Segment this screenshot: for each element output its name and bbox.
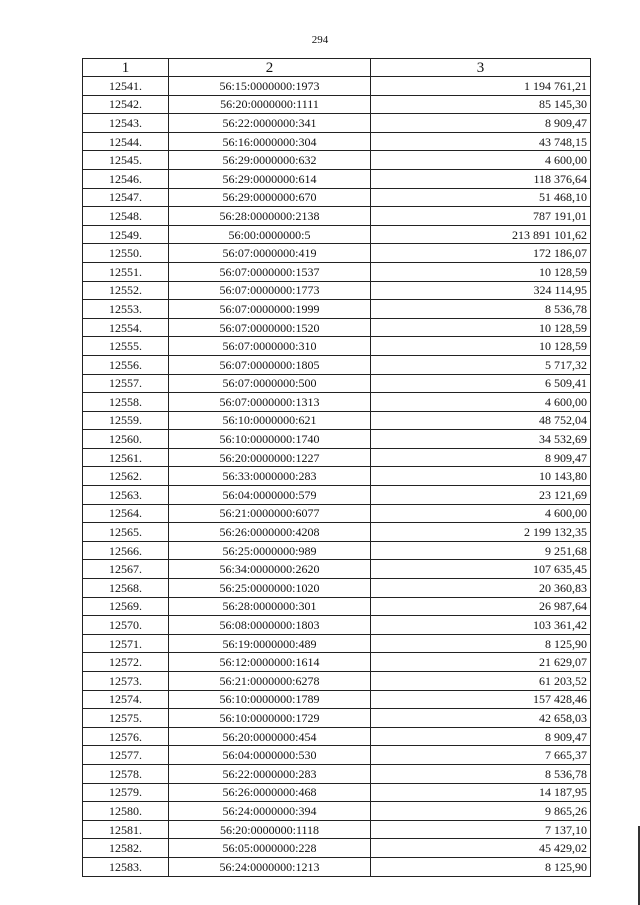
row-index-cell: 12568. [83, 579, 169, 598]
value-cell: 8 909,47 [371, 448, 591, 467]
value-cell: 5 717,32 [371, 355, 591, 374]
value-cell: 9 865,26 [371, 802, 591, 821]
table-row [83, 672, 591, 691]
table-row [83, 467, 591, 486]
value-cell: 172 186,07 [371, 244, 591, 263]
row-index-cell: 12581. [83, 820, 169, 839]
value-cell: 20 360,83 [371, 579, 591, 598]
table-row [83, 95, 591, 114]
value-cell: 8 125,90 [371, 634, 591, 653]
value-cell: 8 909,47 [371, 727, 591, 746]
row-index-cell: 12551. [83, 262, 169, 281]
table-row [83, 802, 591, 821]
cadastral-number-cell: 56:04:0000000:530 [169, 746, 371, 765]
cadastral-number-cell: 56:05:0000000:228 [169, 839, 371, 858]
cadastral-number-cell: 56:29:0000000:614 [169, 169, 371, 188]
value-cell: 23 121,69 [371, 486, 591, 505]
table-row [83, 77, 591, 96]
cadastral-number-cell: 56:26:0000000:4208 [169, 523, 371, 542]
value-cell: 14 187,95 [371, 783, 591, 802]
table-row [83, 207, 591, 226]
table-row [83, 727, 591, 746]
value-cell: 51 468,10 [371, 188, 591, 207]
cadastral-number-cell: 56:22:0000000:283 [169, 764, 371, 783]
cadastral-number-cell: 56:22:0000000:341 [169, 114, 371, 133]
table-row [83, 132, 591, 151]
value-cell: 4 600,00 [371, 393, 591, 412]
row-index-cell: 12569. [83, 597, 169, 616]
cadastral-number-cell: 56:10:0000000:621 [169, 411, 371, 430]
row-index-cell: 12579. [83, 783, 169, 802]
table-row [83, 857, 591, 876]
row-index-cell: 12573. [83, 672, 169, 691]
table-row [83, 541, 591, 560]
cadastral-number-cell: 56:07:0000000:310 [169, 337, 371, 356]
table-row [83, 244, 591, 263]
row-index-cell: 12553. [83, 300, 169, 319]
cadastral-number-cell: 56:24:0000000:394 [169, 802, 371, 821]
row-index-cell: 12570. [83, 616, 169, 635]
column-header-index: 1 [83, 59, 169, 77]
value-cell: 1 194 761,21 [371, 77, 591, 96]
page-number: 294 [311, 34, 329, 46]
cadastral-number-cell: 56:34:0000000:2620 [169, 560, 371, 579]
table-header-row [83, 59, 591, 77]
cadastral-number-cell: 56:26:0000000:468 [169, 783, 371, 802]
value-cell: 118 376,64 [371, 169, 591, 188]
table-row [83, 430, 591, 449]
table-row [83, 411, 591, 430]
table-row [83, 746, 591, 765]
cadastral-number-cell: 56:07:0000000:1999 [169, 300, 371, 319]
table-row [83, 690, 591, 709]
table-row [83, 262, 591, 281]
value-cell: 9 251,68 [371, 541, 591, 560]
cadastral-number-cell: 56:21:0000000:6077 [169, 504, 371, 523]
cadastral-number-cell: 56:21:0000000:6278 [169, 672, 371, 691]
cadastral-number-cell: 56:20:0000000:1118 [169, 820, 371, 839]
table-row [83, 355, 591, 374]
table-row [83, 225, 591, 244]
table-row [83, 151, 591, 170]
table-row [83, 504, 591, 523]
row-index-cell: 12576. [83, 727, 169, 746]
cadastral-number-cell: 56:10:0000000:1789 [169, 690, 371, 709]
row-index-cell: 12583. [83, 857, 169, 876]
row-index-cell: 12542. [83, 95, 169, 114]
value-cell: 43 748,15 [371, 132, 591, 151]
cadastral-number-cell: 56:10:0000000:1729 [169, 709, 371, 728]
value-cell: 10 128,59 [371, 337, 591, 356]
table-row [83, 616, 591, 635]
row-index-cell: 12567. [83, 560, 169, 579]
value-cell: 6 509,41 [371, 374, 591, 393]
row-index-cell: 12563. [83, 486, 169, 505]
row-index-cell: 12548. [83, 207, 169, 226]
table-row [83, 709, 591, 728]
table-row [83, 114, 591, 133]
table-row [83, 560, 591, 579]
cadastral-number-cell: 56:25:0000000:989 [169, 541, 371, 560]
table-row [83, 318, 591, 337]
cadastral-number-cell: 56:07:0000000:1313 [169, 393, 371, 412]
cadastral-number-cell: 56:07:0000000:1773 [169, 281, 371, 300]
value-cell: 8 536,78 [371, 300, 591, 319]
row-index-cell: 12545. [83, 151, 169, 170]
value-cell: 157 428,46 [371, 690, 591, 709]
value-cell: 21 629,07 [371, 653, 591, 672]
table-row [83, 448, 591, 467]
table-row [83, 523, 591, 542]
value-cell: 10 143,80 [371, 467, 591, 486]
cadastral-number-cell: 56:07:0000000:1805 [169, 355, 371, 374]
row-index-cell: 12574. [83, 690, 169, 709]
table-row [83, 486, 591, 505]
value-cell: 45 429,02 [371, 839, 591, 858]
value-cell: 8 909,47 [371, 114, 591, 133]
value-cell: 61 203,52 [371, 672, 591, 691]
row-index-cell: 12546. [83, 169, 169, 188]
cadastral-number-cell: 56:20:0000000:1227 [169, 448, 371, 467]
value-cell: 10 128,59 [371, 262, 591, 281]
value-cell: 7 665,37 [371, 746, 591, 765]
row-index-cell: 12544. [83, 132, 169, 151]
row-index-cell: 12572. [83, 653, 169, 672]
value-cell: 787 191,01 [371, 207, 591, 226]
row-index-cell: 12550. [83, 244, 169, 263]
row-index-cell: 12575. [83, 709, 169, 728]
value-cell: 42 658,03 [371, 709, 591, 728]
row-index-cell: 12547. [83, 188, 169, 207]
column-header-value: 3 [371, 59, 591, 77]
table-row [83, 374, 591, 393]
table-row [83, 653, 591, 672]
value-cell: 26 987,64 [371, 597, 591, 616]
cadastral-number-cell: 56:28:0000000:301 [169, 597, 371, 616]
row-index-cell: 12541. [83, 77, 169, 96]
cadastral-number-cell: 56:16:0000000:304 [169, 132, 371, 151]
table-row [83, 634, 591, 653]
table-row [83, 597, 591, 616]
cadastral-number-cell: 56:29:0000000:632 [169, 151, 371, 170]
table-row [83, 188, 591, 207]
cadastral-number-cell: 56:08:0000000:1803 [169, 616, 371, 635]
value-cell: 8 536,78 [371, 764, 591, 783]
value-cell: 34 532,69 [371, 430, 591, 449]
cadastral-number-cell: 56:29:0000000:670 [169, 188, 371, 207]
row-index-cell: 12554. [83, 318, 169, 337]
row-index-cell: 12555. [83, 337, 169, 356]
row-index-cell: 12552. [83, 281, 169, 300]
row-index-cell: 12582. [83, 839, 169, 858]
row-index-cell: 12549. [83, 225, 169, 244]
row-index-cell: 12566. [83, 541, 169, 560]
cadastral-value-table [82, 58, 591, 877]
row-index-cell: 12571. [83, 634, 169, 653]
cadastral-number-cell: 56:24:0000000:1213 [169, 857, 371, 876]
value-cell: 10 128,59 [371, 318, 591, 337]
value-cell: 4 600,00 [371, 504, 591, 523]
row-index-cell: 12580. [83, 802, 169, 821]
cadastral-number-cell: 56:07:0000000:419 [169, 244, 371, 263]
cadastral-number-cell: 56:07:0000000:1537 [169, 262, 371, 281]
table-row [83, 820, 591, 839]
cadastral-number-cell: 56:00:0000000:5 [169, 225, 371, 244]
table-row [83, 839, 591, 858]
value-cell: 7 137,10 [371, 820, 591, 839]
cadastral-number-cell: 56:25:0000000:1020 [169, 579, 371, 598]
row-index-cell: 12559. [83, 411, 169, 430]
row-index-cell: 12578. [83, 764, 169, 783]
table-row [83, 281, 591, 300]
table-row [83, 300, 591, 319]
cadastral-number-cell: 56:07:0000000:1520 [169, 318, 371, 337]
value-cell: 8 125,90 [371, 857, 591, 876]
table-row [83, 579, 591, 598]
table-row [83, 764, 591, 783]
table-row [83, 337, 591, 356]
row-index-cell: 12561. [83, 448, 169, 467]
value-cell: 107 635,45 [371, 560, 591, 579]
table-row [83, 783, 591, 802]
cadastral-number-cell: 56:28:0000000:2138 [169, 207, 371, 226]
cadastral-number-cell: 56:07:0000000:500 [169, 374, 371, 393]
cadastral-number-cell: 56:20:0000000:1111 [169, 95, 371, 114]
table-row [83, 169, 591, 188]
cadastral-number-cell: 56:33:0000000:283 [169, 467, 371, 486]
row-index-cell: 12543. [83, 114, 169, 133]
row-index-cell: 12557. [83, 374, 169, 393]
row-index-cell: 12562. [83, 467, 169, 486]
column-header-cadastral-number: 2 [169, 59, 371, 77]
row-index-cell: 12558. [83, 393, 169, 412]
value-cell: 85 145,30 [371, 95, 591, 114]
cadastral-number-cell: 56:15:0000000:1973 [169, 77, 371, 96]
value-cell: 213 891 101,62 [371, 225, 591, 244]
row-index-cell: 12564. [83, 504, 169, 523]
cadastral-number-cell: 56:04:0000000:579 [169, 486, 371, 505]
value-cell: 324 114,95 [371, 281, 591, 300]
cadastral-number-cell: 56:12:0000000:1614 [169, 653, 371, 672]
row-index-cell: 12565. [83, 523, 169, 542]
value-cell: 4 600,00 [371, 151, 591, 170]
value-cell: 48 752,04 [371, 411, 591, 430]
cadastral-number-cell: 56:20:0000000:454 [169, 727, 371, 746]
row-index-cell: 12577. [83, 746, 169, 765]
table-body [83, 77, 591, 877]
value-cell: 103 361,42 [371, 616, 591, 635]
row-index-cell: 12560. [83, 430, 169, 449]
cadastral-number-cell: 56:19:0000000:489 [169, 634, 371, 653]
cadastral-number-cell: 56:10:0000000:1740 [169, 430, 371, 449]
value-cell: 2 199 132,35 [371, 523, 591, 542]
row-index-cell: 12556. [83, 355, 169, 374]
table-row [83, 393, 591, 412]
